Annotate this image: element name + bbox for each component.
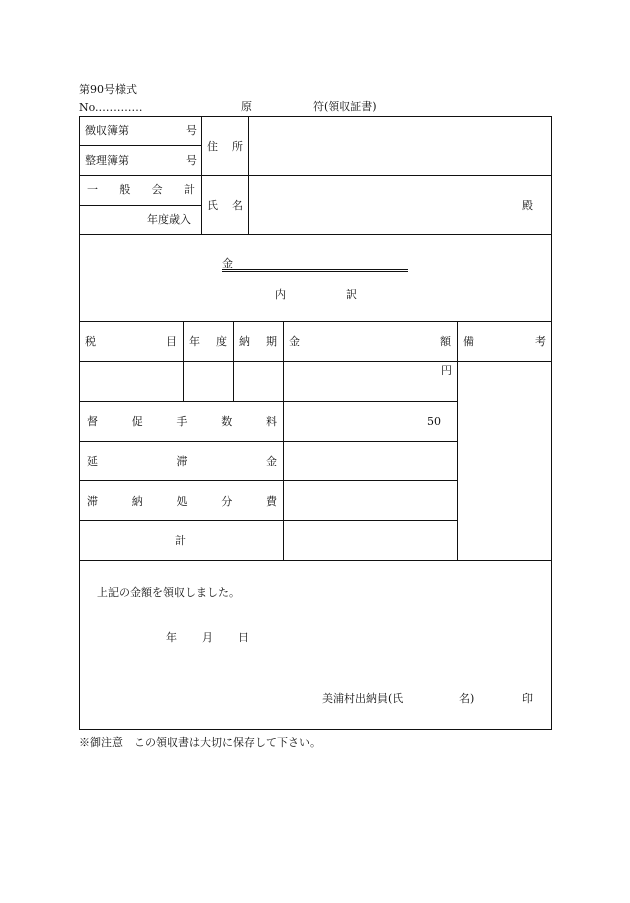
- ledger-book-go: 号: [186, 154, 197, 167]
- cashier-label: 美浦村出納員(氏: [322, 692, 404, 705]
- row-reminder-fee-value: 50: [427, 415, 441, 428]
- header-amount: 金 額: [289, 335, 451, 348]
- document-title: 符(領収証書): [313, 100, 377, 113]
- collection-book-go: 号: [186, 124, 197, 137]
- row-total-label: 計: [175, 534, 186, 547]
- fiscal-year-revenue: 年度歳入: [147, 213, 191, 226]
- caution-note: ※御注意 この領収書は大切に保存して下さい。: [79, 736, 321, 749]
- yen-unit: 円: [441, 364, 452, 377]
- date-day: 日: [238, 631, 249, 644]
- header-tax-item: 税 目: [85, 335, 177, 348]
- receipt-number: No.…………: [79, 101, 143, 114]
- row-reminder-fee-label: 督 促 手 数 料: [87, 415, 277, 428]
- breakdown-label: 内 訳: [275, 288, 357, 301]
- original-label: 原: [241, 100, 252, 113]
- date-month: 月: [202, 631, 213, 644]
- amount-label: 金: [222, 257, 233, 270]
- collection-book-label: 徴収簿第: [85, 124, 129, 137]
- header-due: 納 期: [239, 335, 277, 348]
- row-disposition-fee-label: 滞 納 処 分 費: [87, 495, 277, 508]
- header-notes: 備 考: [463, 335, 546, 348]
- amount-underline: [222, 269, 408, 270]
- header-fiscal-year: 年 度: [189, 335, 227, 348]
- row-late-fee-label: 延 滞 金: [87, 455, 277, 468]
- seal-label: 印: [522, 692, 533, 705]
- general-account-label: 一 般 会 計: [87, 183, 195, 196]
- date-year: 年: [166, 631, 177, 644]
- name-label: 氏 名: [207, 199, 243, 212]
- received-statement: 上記の金額を領収しました。: [97, 586, 240, 599]
- form-number: 第90号様式: [79, 83, 137, 96]
- cashier-name-label: 名): [459, 692, 475, 705]
- honorific-dono: 殿: [522, 199, 533, 212]
- address-label: 住 所: [207, 140, 243, 153]
- ledger-book-label: 整理簿第: [85, 154, 129, 167]
